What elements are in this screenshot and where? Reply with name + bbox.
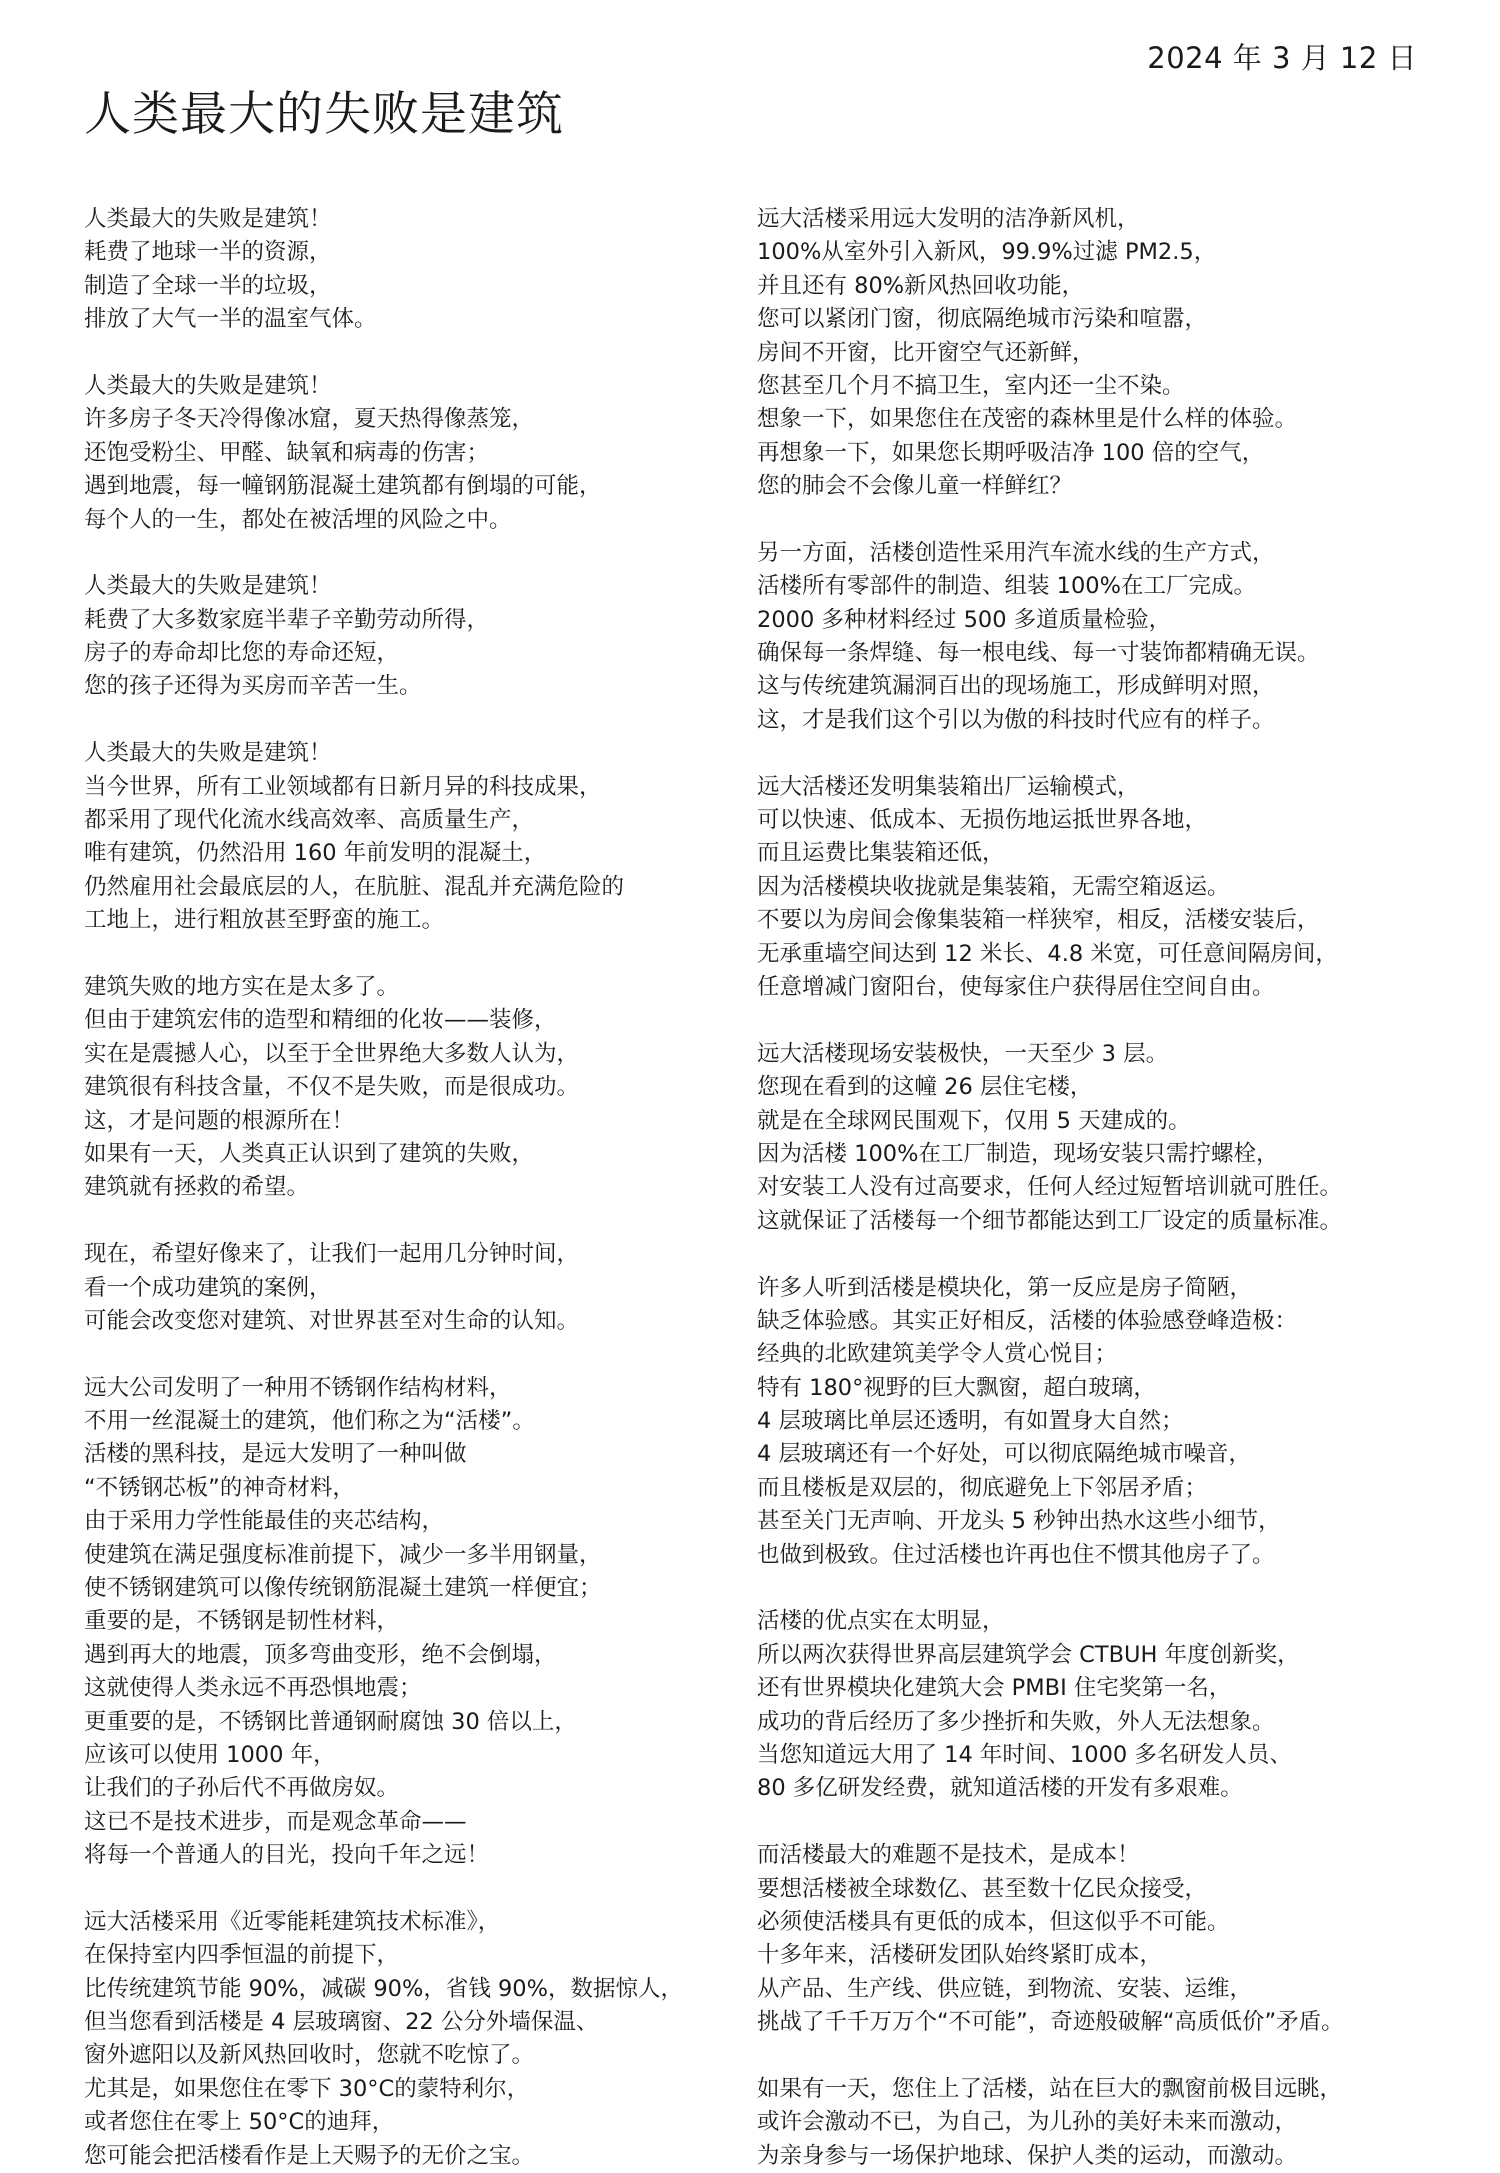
text-line: 人类最大的失败是建筑！: [84, 740, 332, 767]
text-line: 想象一下，如果您住在茂密的森林里是什么样的体验。: [757, 406, 1298, 433]
text-line: 远大公司发明了一种用不锈钢作结构材料，: [84, 1374, 512, 1401]
paragraph: [84, 203, 724, 337]
text-line: 都采用了现代化流水线高效率、高质量生产，: [84, 807, 535, 834]
text-line: 还有世界模块化建筑大会 PMBI 住宅奖第一名，: [757, 1675, 1232, 1702]
text-line: 房间不开窗，比开窗空气还新鲜，: [757, 339, 1095, 366]
paragraph: [757, 771, 1397, 1005]
text-line: 挑战了千千万万个“不可能”，奇迹般破解“高质低价”矛盾。: [757, 2009, 1344, 2036]
text-line: 耗费了大多数家庭半辈子辛勤劳动所得，: [84, 606, 490, 633]
text-line: 如果有一天，人类真正认识到了建筑的失败，: [84, 1140, 535, 1167]
text-line: 现在，希望好像来了，让我们一起用几分钟时间，: [84, 1241, 580, 1268]
left-column: [84, 203, 724, 2173]
text-line: 使建筑在满足强度标准前提下，减少一多半用钢量，: [84, 1541, 602, 1568]
text-line: 您甚至几个月不搞卫生，室内还一尘不染。: [757, 372, 1185, 399]
text-line: 并且还有 80%新风热回收功能，: [757, 272, 1085, 299]
text-line: 确保每一条焊缝、每一根电线、每一寸装饰都精确无误。: [757, 640, 1320, 667]
text-line: 而且楼板是双层的，彻底避免上下邻居矛盾；: [757, 1474, 1208, 1501]
paragraph: [84, 1906, 724, 2173]
text-line: 就是在全球网民围观下，仅用 5 天建成的。: [757, 1107, 1191, 1134]
text-line: 许多人听到活楼是模块化，第一反应是房子简陋，: [757, 1274, 1253, 1301]
text-line: 建筑就有拯救的希望。: [84, 1174, 310, 1201]
text-line: 经典的北欧建筑美学令人赏心悦目；: [757, 1341, 1118, 1368]
text-line: 因为活楼模块收拢就是集装箱，无需空箱返运。: [757, 873, 1230, 900]
text-line: 不用一丝混凝土的建筑，他们称之为“活楼”。: [84, 1408, 535, 1435]
text-line: 遇到地震，每一幢钢筋混凝土建筑都有倒塌的可能，: [84, 473, 602, 500]
right-column: [757, 203, 1397, 2173]
text-line: 远大活楼现场安装极快，一天至少 3 层。: [757, 1040, 1169, 1067]
paragraph: [757, 1839, 1397, 2039]
text-line: 让我们的子孙后代不再做房奴。: [84, 1775, 400, 1802]
text-line: 工地上，进行粗放甚至野蛮的施工。: [84, 907, 445, 934]
text-line: 特有 180°视野的巨大飘窗，超白玻璃，: [757, 1374, 1156, 1401]
text-line: 甚至关门无声响、开龙头 5 秒钟出热水这些小细节，: [757, 1508, 1281, 1535]
text-line: 人类最大的失败是建筑！: [84, 206, 332, 232]
text-line: 4 层玻璃还有一个好处，可以彻底隔绝城市噪音，: [757, 1441, 1251, 1468]
text-line: 或许会激动不已，为自己，为儿孙的美好未来而激动，: [757, 2109, 1298, 2136]
text-line: 因为活楼 100%在工厂制造，现场安装只需拧螺栓，: [757, 1140, 1279, 1167]
text-line: 遇到再大的地震，顶多弯曲变形，绝不会倒塌，: [84, 1641, 557, 1668]
text-line: 看一个成功建筑的案例，: [84, 1274, 332, 1301]
text-line: 活楼所有零部件的制造、组装 100%在工厂完成。: [757, 573, 1256, 600]
text-line: 缺乏体验感。其实正好相反，活楼的体验感登峰造极：: [757, 1307, 1298, 1334]
text-line: 使不锈钢建筑可以像传统钢筋混凝土建筑一样便宜；: [84, 1575, 602, 1602]
paragraph: [757, 1605, 1397, 1805]
paragraph: [757, 537, 1397, 737]
text-line: 每个人的一生，都处在被活埋的风险之中。: [84, 506, 512, 533]
text-line: 另一方面，活楼创造性采用汽车流水线的生产方式，: [757, 539, 1275, 566]
text-line: 可以快速、低成本、无损伤地运抵世界各地，: [757, 807, 1208, 834]
text-line: 这就保证了活楼每一个细节都能达到工厂设定的质量标准。: [757, 1207, 1343, 1234]
paragraph: [84, 737, 724, 937]
text-line: 任意增减门窗阳台，使每家住户获得居住空间自由。: [757, 973, 1275, 1000]
text-line: 实在是震撼人心，以至于全世界绝大多数人认为，: [84, 1040, 580, 1067]
text-line: 远大活楼还发明集装箱出厂运输模式，: [757, 773, 1140, 800]
text-line: 要想活楼被全球数亿、甚至数十亿民众接受，: [757, 1875, 1208, 1902]
paragraph: [84, 971, 724, 1205]
text-line: 成功的背后经历了多少挫折和失败，外人无法想象。: [757, 1708, 1275, 1735]
text-line: 对安装工人没有过高要求，任何人经过短暂培训就可胜任。: [757, 1174, 1343, 1201]
text-line: 由于采用力学性能最佳的夹芯结构，: [84, 1508, 445, 1535]
text-line: 必须使活楼具有更低的成本，但这似乎不可能。: [757, 1908, 1230, 1935]
text-line: 这与传统建筑漏洞百出的现场施工，形成鲜明对照，: [757, 673, 1275, 700]
text-line: 再想象一下，如果您长期呼吸洁净 100 倍的空气，: [757, 439, 1265, 466]
text-line: 而且运费比集装箱还低，: [757, 840, 1005, 867]
text-line: 许多房子冬天冷得像冰窟，夏天热得像蒸笼，: [84, 406, 535, 433]
text-line: 100%从室外引入新风，99.9%过滤 PM2.5，: [757, 239, 1217, 266]
paragraph: [84, 570, 724, 704]
text-line: 这就使得人类永远不再恐惧地震；: [84, 1675, 422, 1702]
text-line: 建筑失败的地方实在是太多了。: [84, 973, 400, 1000]
text-line: 从产品、生产线、供应链，到物流、安装、运维，: [757, 1975, 1253, 2002]
text-line: 这，才是我们这个引以为傲的科技时代应有的样子。: [757, 706, 1275, 733]
paragraph: [84, 370, 724, 537]
text-line: 建筑很有科技含量，不仅不是失败，而是很成功。: [84, 1074, 580, 1101]
text-line: 更重要的是，不锈钢比普通钢耐腐蚀 30 倍以上，: [84, 1708, 577, 1735]
paragraph: [757, 203, 1397, 504]
paragraph: [757, 2073, 1397, 2173]
text-line: 所以两次获得世界高层建筑学会 CTBUH 年度创新奖，: [757, 1641, 1300, 1668]
text-line: 您可以紧闭门窗，彻底隔绝城市污染和喧嚣，: [757, 306, 1208, 333]
text-line: 仍然雇用社会最底层的人，在肮脏、混乱并充满危险的: [84, 873, 625, 900]
text-line: 耗费了地球一半的资源，: [84, 239, 332, 266]
text-line: 可能会改变您对建筑、对世界甚至对生命的认知。: [84, 1307, 580, 1334]
paragraph: [757, 1272, 1397, 1573]
paragraph: [757, 1038, 1397, 1238]
text-line: 在保持室内四季恒温的前提下，: [84, 1942, 400, 1969]
document-title: 人类最大的失败是建筑: [84, 87, 564, 142]
text-line: 您可能会把活楼看作是上天赐予的无价之宝。: [84, 2142, 535, 2169]
text-line: 为亲身参与一场保护地球、保护人类的运动，而激动。: [757, 2142, 1298, 2169]
text-line: 唯有建筑，仍然沿用 160 年前发明的混凝土，: [84, 840, 547, 867]
paragraph: [84, 1238, 724, 1338]
text-line: 人类最大的失败是建筑！: [84, 573, 332, 600]
text-line: 当您知道远大用了 14 年时间、1000 多名研发人员、: [757, 1741, 1292, 1768]
text-line: 无承重墙空间达到 12 米长、4.8 米宽，可任意间隔房间，: [757, 940, 1338, 967]
text-line: 您的孩子还得为买房而辛苦一生。: [84, 673, 422, 700]
text-line: 80 多亿研发经费，就知道活楼的开发有多艰难。: [757, 1775, 1243, 1802]
text-line: 您的肺会不会像儿童一样鲜红？: [757, 473, 1073, 500]
text-line: 比传统建筑节能 90%，减碳 90%，省钱 90%，数据惊人，: [84, 1975, 683, 2002]
text-line: 这，才是问题的根源所在！: [84, 1107, 355, 1134]
text-line: 远大活楼采用远大发明的洁净新风机，: [757, 206, 1140, 232]
text-line: 排放了大气一半的温室气体。: [84, 306, 377, 333]
text-line: 而活楼最大的难题不是技术，是成本！: [757, 1842, 1140, 1869]
text-line: 将每一个普通人的目光，投向千年之远！: [84, 1842, 490, 1869]
text-line: 活楼的优点实在太明显，: [757, 1608, 1005, 1635]
text-line: 十多年来，活楼研发团队始终紧盯成本，: [757, 1942, 1163, 1969]
text-line: 人类最大的失败是建筑！: [84, 372, 332, 399]
text-line: 但由于建筑宏伟的造型和精细的化妆——装修，: [84, 1007, 557, 1034]
text-line: 或者您住在零上 50°C的迪拜，: [84, 2109, 395, 2136]
text-line: 制造了全球一半的垃圾，: [84, 272, 332, 299]
text-line: 2000 多种材料经过 500 多道质量检验，: [757, 606, 1172, 633]
text-line: 您现在看到的这幢 26 层住宅楼，: [757, 1074, 1093, 1101]
text-line: 远大活楼采用《近零能耗建筑技术标准》，: [84, 1908, 501, 1935]
text-line: 如果有一天，您住上了活楼，站在巨大的飘窗前极目远眺，: [757, 2075, 1343, 2102]
text-line: 房子的寿命却比您的寿命还短，: [84, 640, 400, 667]
text-line: 不要以为房间会像集装箱一样狭窄，相反，活楼安装后，: [757, 907, 1320, 934]
paragraph: [84, 1372, 724, 1873]
text-line: 也做到极致。住过活楼也许再也住不惯其他房子了。: [757, 1541, 1275, 1568]
text-line: 窗外遮阳以及新风热回收时，您就不吃惊了。: [84, 2042, 535, 2069]
text-line: 但当您看到活楼是 4 层玻璃窗、22 公分外墙保温、: [84, 2009, 599, 2036]
text-line: 4 层玻璃比单层还透明，有如置身大自然；: [757, 1408, 1184, 1435]
text-line: 尤其是，如果您住在零下 30°C的蒙特利尔，: [84, 2075, 530, 2102]
text-line: 还饱受粉尘、甲醛、缺氧和病毒的伤害；: [84, 439, 490, 466]
document-date: 2024 年 3 月 12 日: [1147, 41, 1417, 75]
text-line: 当今世界，所有工业领域都有日新月异的科技成果，: [84, 773, 602, 800]
text-line: 活楼的黑科技，是远大发明了一种叫做: [84, 1441, 467, 1468]
text-line: 应该可以使用 1000 年，: [84, 1741, 336, 1768]
text-line: 这已不是技术进步，而是观念革命——: [84, 1808, 467, 1835]
text-line: 重要的是，不锈钢是韧性材料，: [84, 1608, 400, 1635]
text-line: “不锈钢芯板”的神奇材料，: [84, 1474, 355, 1501]
